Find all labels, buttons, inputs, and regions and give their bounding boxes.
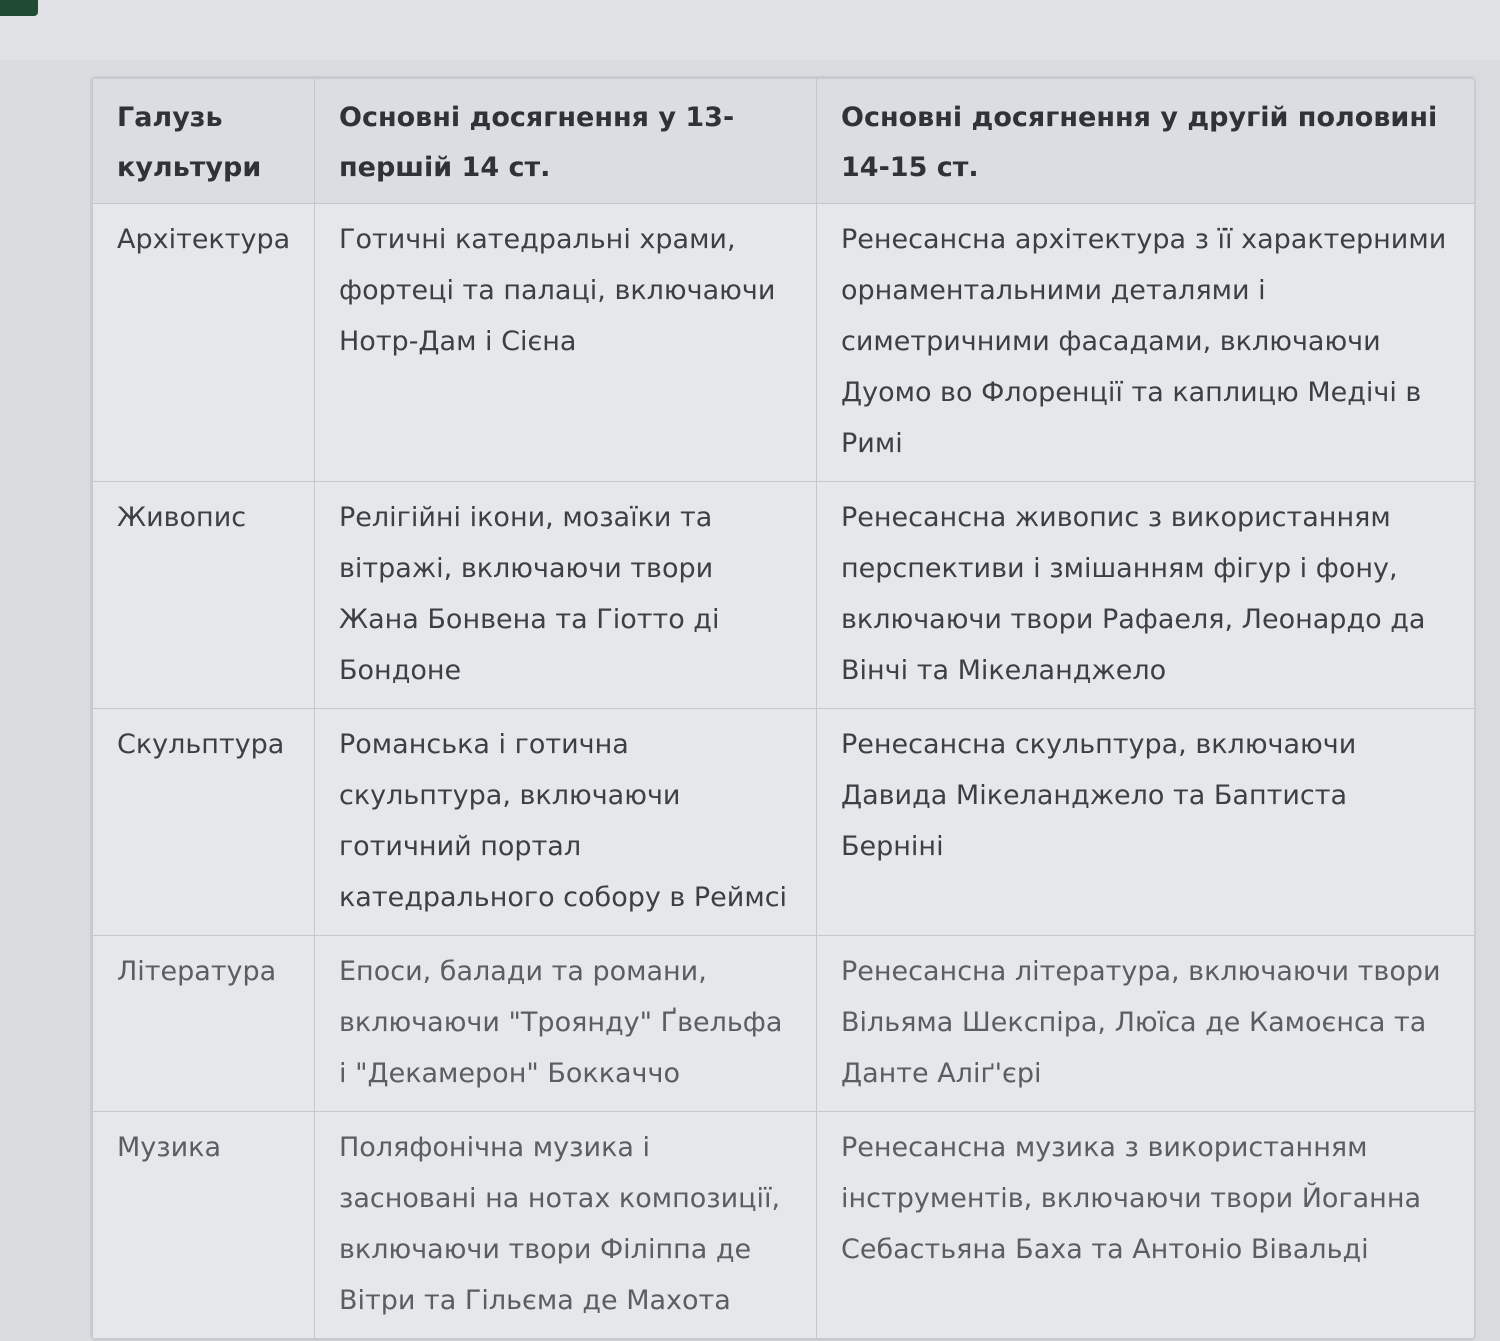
header-late-achievements: Основні досягнення у другій половині 14-15 ст. — [817, 79, 1475, 204]
cell-early: Релігійні ікони, мозаїки та вітражі, включаючи твори Жана Бонвена та Гіотто ді Бондоне — [315, 482, 817, 709]
table-row — [93, 936, 1475, 1112]
cell-early: Романська і готична скульптура, включаючи готичний портал катедрального собору в Реймсі — [315, 709, 817, 936]
header-early-achievements: Основні досягнення у 13-першій 14 ст. — [315, 79, 817, 204]
cell-late: Ренесансна архітектура з її характерними орнаментальними деталями і симетричними фасадами, включаючи Дуомо во Флоренції та каплицю Медічі в Римі — [817, 204, 1475, 482]
header-field: Галузь культури — [93, 79, 315, 204]
cell-field: Живопис — [93, 482, 315, 709]
cell-late: Ренесансна скульптура, включаючи Давида Мікеланджело та Баптиста Берніні — [817, 709, 1475, 936]
assistant-avatar-icon — [0, 0, 38, 16]
cell-late: Ренесансна література, включаючи твори Вільяма Шекспіра, Люїса де Камоєнса та Данте Аліґ'єрі — [817, 936, 1475, 1112]
cell-late: Ренесансна музика з використанням інструментів, включаючи твори Йоганна Себастьяна Баха та Антоніо Вівальді — [817, 1112, 1475, 1339]
table-row — [93, 1112, 1475, 1339]
cell-late: Ренесансна живопис з використанням перспективи і змішанням фігур і фону, включаючи твори Рафаеля, Леонардо да Вінчі та Мікеланджело — [817, 482, 1475, 709]
cell-early: Поляфонічна музика і засновані на нотах композиції, включаючи твори Філіппа де Вітри та Гільєма де Махота — [315, 1112, 817, 1339]
cell-field: Скульптура — [93, 709, 315, 936]
culture-table-container — [90, 76, 1476, 1341]
cell-field: Архітектура — [93, 204, 315, 482]
table-row — [93, 204, 1475, 482]
table-header-row — [93, 79, 1475, 204]
page-top-area — [0, 0, 1500, 60]
cell-field: Література — [93, 936, 315, 1112]
culture-achievements-table — [92, 78, 1475, 1339]
cell-field: Музика — [93, 1112, 315, 1339]
cell-early: Готичні катедральні храми, фортеці та палаці, включаючи Нотр-Дам і Сієна — [315, 204, 817, 482]
table-row — [93, 482, 1475, 709]
table-row — [93, 709, 1475, 936]
cell-early: Епоси, балади та романи, включаючи "Трояндy" Ґвельфа і "Декамерон" Боккаччо — [315, 936, 817, 1112]
